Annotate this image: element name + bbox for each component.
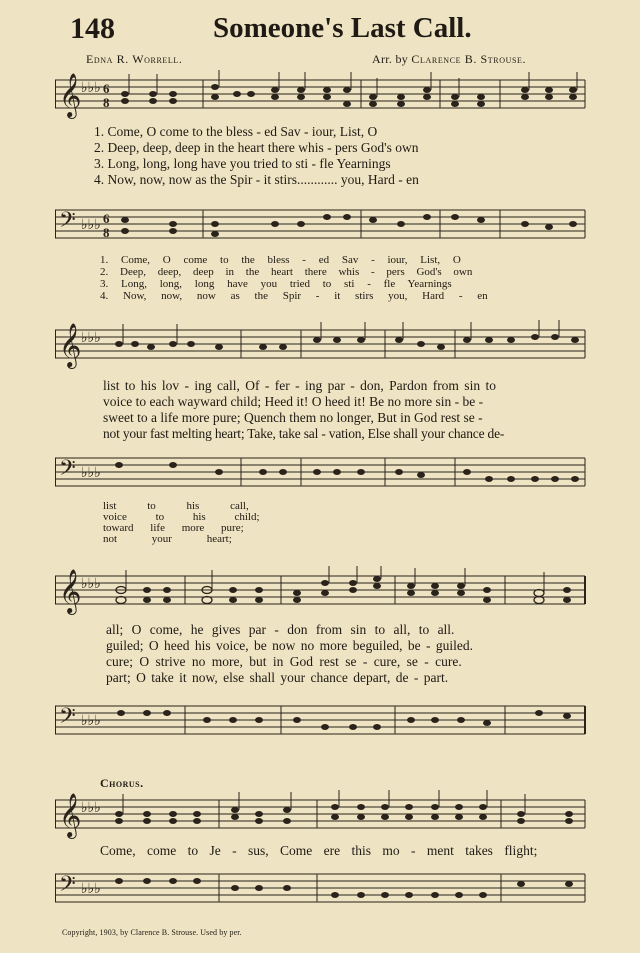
flat-icon: ♭♭♭ <box>81 81 101 96</box>
bass-clef-icon: 𝄢 <box>59 872 76 901</box>
system-2-bass-lyric-2: voice to his child; <box>103 511 260 523</box>
arranger-credit <box>372 52 526 67</box>
flat-icon: ♭♭♭ <box>81 331 101 346</box>
svg-text:8: 8 <box>103 225 110 240</box>
system-2-bass-lyric-1: list to his call, <box>103 500 249 512</box>
flat-icon: ♭♭♭ <box>81 801 101 816</box>
system-3-lyric-line-1: all; O come, he gives par - don from sin to all, to all. <box>106 622 455 637</box>
system-2-lyric-line-1: list to his lov - ing call, Of - fer - ing par - don, Pardon from sin to <box>103 378 496 393</box>
system-2-bass-lyric-4: not your heart; <box>103 533 232 545</box>
system-1-bass-lyric-1: 1. Come, O come to the bless - ed Sav - iour, List, O <box>100 254 461 266</box>
treble-clef-icon: 𝄞 <box>59 325 82 367</box>
flat-icon: ♭♭♭ <box>81 466 101 481</box>
time-signature-icon: 6 <box>103 81 110 96</box>
system-1-bass-lyric-3: 3. Long, long, long have you tried to sti - fle Yearnings <box>100 278 452 290</box>
svg-text:8: 8 <box>103 95 110 110</box>
flat-icon: ♭♭♭ <box>81 882 101 897</box>
system-3-lyric-line-4: part; O take it now, else shall your chance depart, de - part. <box>106 670 449 685</box>
arranger-prefix: Arr. by <box>372 52 409 66</box>
system-1-lyric-line-2: 2. Deep, deep, deep in the heart there whis - pers God's own <box>94 140 419 155</box>
hymn-title: Someone's Last Call. <box>213 12 472 44</box>
treble-clef-icon: 𝄞 <box>59 75 82 117</box>
system-3-lyric-line-3: cure; O strive no more, but in God rest se - cure, se - cure. <box>106 654 462 669</box>
chorus-label: Chorus. <box>100 776 144 790</box>
flat-icon: ♭♭♭ <box>81 218 101 233</box>
arranger-name: Clarence B. Strouse. <box>411 52 527 66</box>
system-4-treble-staff <box>55 790 595 840</box>
system-2-lyric-line-4: not your fast melting heart; Take, take sal - vation, Else shall your chance de- <box>103 426 505 441</box>
system-2-bass-lyric-3: toward life more pure; <box>103 522 244 534</box>
system-1-bass-lyric-4: 4. Now, now, now as the Spir - it stirs you, Hard - en <box>100 290 488 302</box>
system-1-lyric-line-1: 1. Come, O come to the bless - ed Sav - iour, List, O <box>94 124 378 139</box>
system-4-lyric-line-1: Come, come to Je - sus, Come ere this mo - ment takes flight; <box>100 843 538 858</box>
system-2-bass-staff <box>55 448 595 498</box>
hymn-number: 148 <box>70 12 115 45</box>
system-1-treble-staff <box>55 70 595 120</box>
treble-clef-icon: 𝄞 <box>59 795 82 837</box>
svg-text:6: 6 <box>103 211 110 226</box>
system-3-bass-staff <box>55 696 595 746</box>
bass-clef-icon: 𝄢 <box>59 456 76 485</box>
system-2-lyric-line-2: voice to each wayward child; Heed it! O heed it! Be no more sin - be - <box>103 394 484 409</box>
author-credit: Edna R. Worrell. <box>86 52 183 66</box>
system-1-bass-staff <box>55 200 595 250</box>
system-2-treble-notes <box>115 334 579 350</box>
system-1-bass-lyric-2: 2. Deep, deep, deep in the heart there whis - pers God's own <box>100 266 473 278</box>
system-3-lyric-line-2: guiled; O heed his voice, be now no more beguiled, be - guiled. <box>106 638 474 653</box>
bass-clef-icon: 𝄢 <box>59 208 76 237</box>
flat-icon: ♭♭♭ <box>81 577 101 592</box>
treble-clef-icon: 𝄞 <box>59 571 82 613</box>
copyright-notice: Copyright, 1903, by Clarence B. Strouse. Used by per. <box>62 928 242 937</box>
system-2-lyric-line-3: sweet to a life more pure; Quench them no longer, But in God rest se - <box>103 410 483 425</box>
system-1-lyric-line-3: 3. Long, long, long have you tried to sti - fle Yearnings <box>94 156 391 171</box>
bass-clef-icon: 𝄢 <box>59 704 76 733</box>
system-2-treble-staff <box>55 320 595 370</box>
system-3-half-notes <box>116 587 544 604</box>
system-3-treble-staff <box>55 566 595 616</box>
system-1-lyric-line-4: 4. Now, now, now as the Spir - it stirs............ you, Hard - en <box>94 172 419 187</box>
flat-icon: ♭♭♭ <box>81 714 101 729</box>
system-4-bass-staff <box>55 864 595 914</box>
